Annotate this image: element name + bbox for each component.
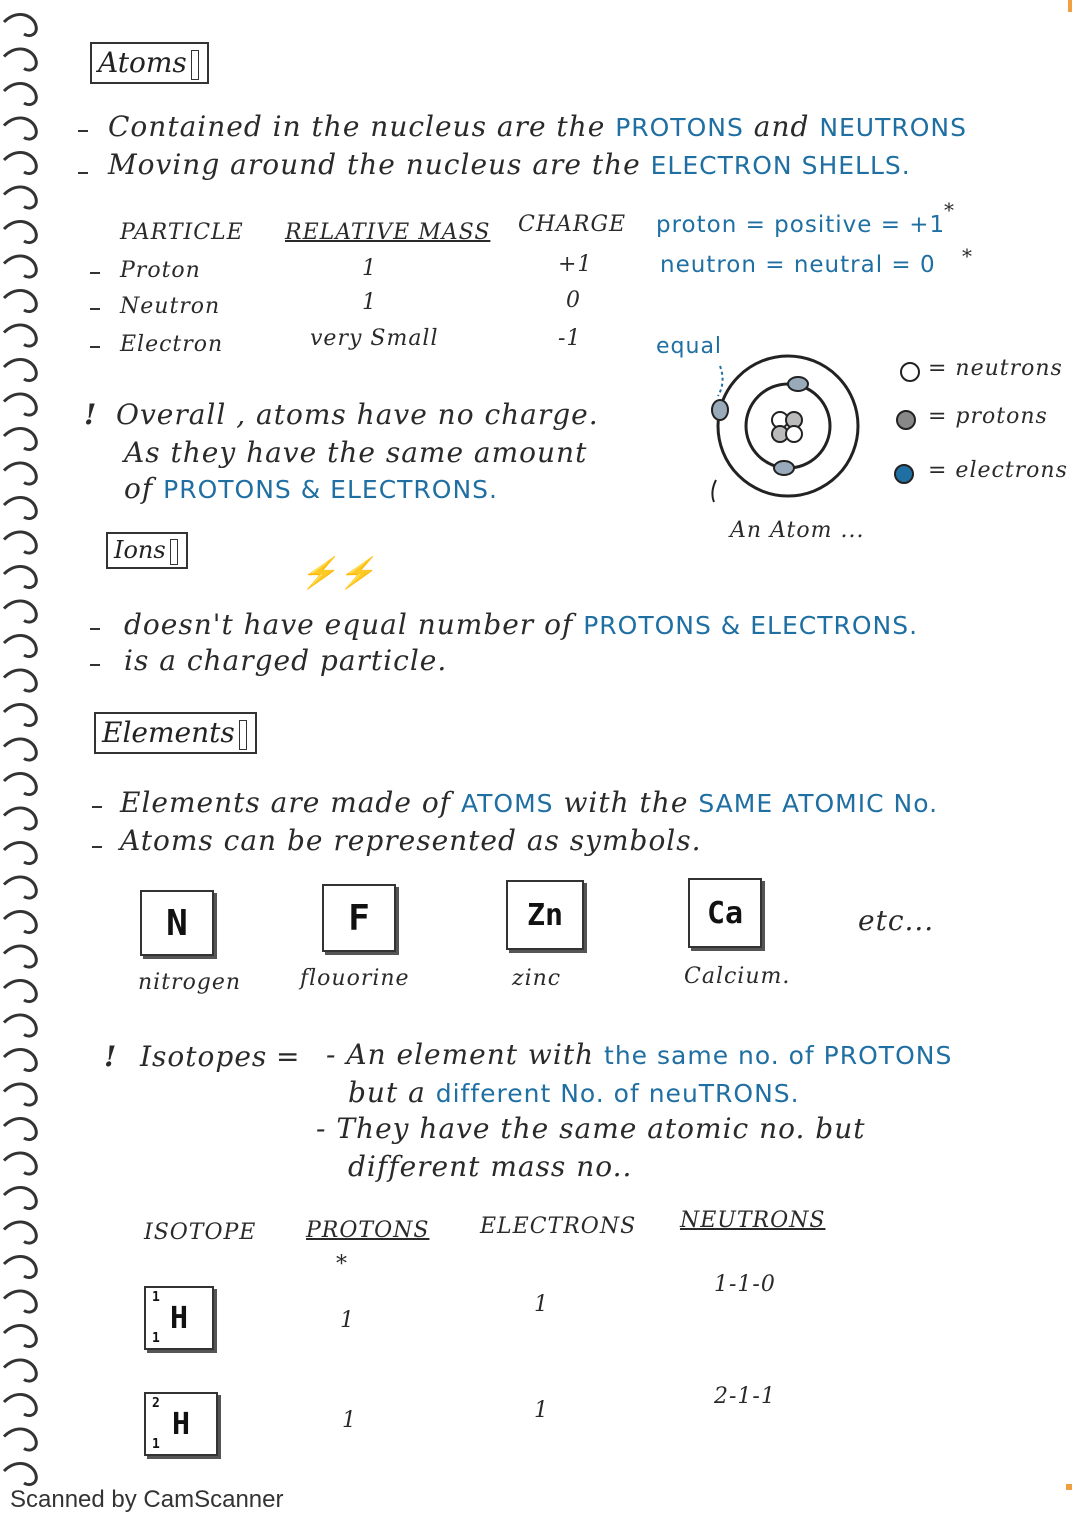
isotope-header-neutrons: NEUTRONS — [680, 1208, 826, 1233]
spiral-ring — [4, 359, 36, 380]
spiral-ring — [4, 463, 36, 484]
spiral-ring — [4, 1394, 36, 1415]
isotopes-def-3: - They have the same atomic no. but — [316, 1112, 866, 1145]
mass-number: 2 — [152, 1396, 160, 1411]
electron-dot — [774, 461, 794, 475]
spiral-ring — [4, 704, 36, 725]
isotope-row2-neutrons: 2-1-1 — [714, 1384, 776, 1409]
spiral-ring — [4, 152, 36, 173]
spiral-ring — [4, 773, 36, 794]
exclamation-icon: ! — [84, 398, 98, 431]
ions-line-2: is a charged particle. — [124, 644, 448, 677]
section-title-elements — [94, 712, 257, 754]
pointer-arrow — [712, 480, 716, 502]
isotope-row1-neutrons: 1-1-0 — [714, 1272, 776, 1297]
isotope-row2-protons: 1 — [342, 1408, 357, 1433]
spiral-ring — [4, 1084, 36, 1105]
section-title-atoms — [90, 42, 209, 84]
spiral-ring — [4, 187, 36, 208]
isotope-header-electrons: ELECTRONS — [480, 1214, 637, 1239]
pointer-arrow — [718, 366, 723, 396]
symbol-name-nitrogen: nitrogen — [138, 970, 242, 995]
corner-mark — [1068, 0, 1072, 12]
spiral-ring — [4, 1463, 36, 1484]
neutrons-highlight: NEUTRONS — [819, 113, 967, 142]
spiral-ring — [4, 739, 36, 760]
spiral-binding — [0, 0, 50, 1490]
spiral-ring — [4, 911, 36, 932]
bullet-dash — [90, 628, 100, 630]
spiral-ring — [4, 1222, 36, 1243]
corner-mark — [1066, 1484, 1072, 1490]
spiral-ring — [4, 1429, 36, 1450]
isotope-box-hydrogen-1 — [144, 1286, 214, 1350]
spiral-ring — [4, 946, 36, 967]
isotope-row1-protons: 1 — [340, 1308, 355, 1333]
spiral-ring — [4, 670, 36, 691]
isotope-header-isotope: ISOTOPE — [144, 1220, 257, 1245]
atoms-line-1: Contained in the nucleus are the PROTONS and NEUTRONS — [108, 110, 967, 143]
bullet-dash — [78, 130, 88, 132]
isotope-row2-electrons: 1 — [534, 1398, 549, 1423]
particle-row-proton-charge: +1 — [558, 252, 593, 277]
particle-row-electron-mass: very Small — [310, 326, 439, 351]
symbol-name-fluorine: flouorine — [300, 966, 410, 991]
etc-text: etc... — [858, 904, 935, 937]
spiral-ring — [4, 497, 36, 518]
particle-row-electron-charge: -1 — [558, 326, 582, 351]
bullet-dash — [92, 846, 102, 848]
symbol-name-zinc: zinc — [512, 966, 562, 991]
exclamation-icon: ! — [104, 1040, 118, 1073]
element-symbol: H — [171, 1406, 191, 1442]
particle-row-neutron-charge: 0 — [566, 288, 581, 313]
footer-watermark: Scanned by CamScanner — [10, 1486, 284, 1513]
table-header-particle: PARTICLE — [120, 220, 244, 245]
elements-line-2: Atoms can be represented as symbols. — [120, 824, 702, 857]
spiral-ring — [4, 877, 36, 898]
title-marker-icon — [239, 720, 247, 750]
electron-dot — [788, 377, 808, 391]
nucleus — [772, 412, 802, 442]
spiral-ring — [4, 14, 36, 35]
spiral-ring — [4, 532, 36, 553]
spiral-ring — [4, 1291, 36, 1312]
symbol-box-calcium: Ca — [688, 878, 762, 948]
atoms-line-2: Moving around the nucleus are the ELECTRON SHELLS. — [108, 148, 911, 181]
legend-protons: = protons — [928, 404, 1048, 429]
asterisk-icon: * — [336, 1252, 348, 1277]
isotopes-def-4: different mass no.. — [348, 1150, 633, 1183]
bullet-dash — [90, 664, 100, 666]
spiral-ring — [4, 256, 36, 277]
atomic-number: 1 — [152, 1437, 160, 1452]
isotopes-equals: = — [276, 1040, 301, 1073]
particle-row-electron-name: Electron — [120, 332, 224, 357]
symbol-box-fluorine: F — [322, 884, 396, 952]
spiral-ring — [4, 83, 36, 104]
atoms-title-text: Atoms — [98, 46, 187, 79]
lightning-icon: ⚡⚡ — [300, 556, 377, 591]
electron-dot — [712, 400, 728, 420]
atom-diagram — [680, 352, 880, 512]
isotopes-def-1: - An element with the same no. of PROTONS — [326, 1038, 953, 1071]
asterisk-icon: * — [944, 198, 955, 222]
legend-neutrons: = neutrons — [928, 356, 1063, 381]
particle-row-neutron-name: Neutron — [120, 294, 221, 319]
spiral-ring — [4, 566, 36, 587]
symbol-name-calcium: Calcium. — [684, 964, 791, 989]
isotope-header-protons: PROTONS — [306, 1218, 430, 1243]
bullet-dash — [90, 272, 100, 274]
equal-label: equal — [656, 334, 723, 359]
title-marker-icon — [191, 50, 199, 80]
spiral-ring — [4, 1256, 36, 1277]
note-line-2: As they have the same amount — [124, 436, 588, 469]
isotope-box-hydrogen-2 — [144, 1392, 218, 1456]
spiral-ring — [4, 290, 36, 311]
isotope-row1-electrons: 1 — [534, 1292, 549, 1317]
isotopes-label: Isotopes — [140, 1040, 268, 1073]
spiral-ring — [4, 49, 36, 70]
spiral-ring — [4, 1187, 36, 1208]
particle-row-neutron-mass: 1 — [362, 290, 377, 315]
spiral-ring — [4, 1049, 36, 1070]
atomic-number: 1 — [152, 1331, 160, 1346]
spiral-ring — [4, 325, 36, 346]
spiral-ring — [4, 428, 36, 449]
spiral-ring — [4, 1360, 36, 1381]
bullet-dash — [92, 806, 102, 808]
spiral-ring — [4, 118, 36, 139]
spiral-ring — [4, 221, 36, 242]
spiral-ring — [4, 842, 36, 863]
proton-legend-icon — [894, 408, 918, 432]
asterisk-icon: * — [962, 244, 973, 268]
symbol-box-zinc: Zn — [506, 880, 584, 950]
table-header-charge: CHARGE — [518, 212, 627, 237]
symbol-box-nitrogen: N — [140, 890, 214, 956]
note-line-3: of PROTONS & ELECTRONS. — [124, 472, 498, 505]
spiral-ring — [4, 394, 36, 415]
electron-shells-highlight: ELECTRON SHELLS. — [650, 151, 911, 180]
particle-row-proton-mass: 1 — [362, 256, 377, 281]
spiral-ring — [4, 808, 36, 829]
isotopes-def-2: but a different No. of neuTRONS. — [348, 1076, 800, 1109]
spiral-ring — [4, 1325, 36, 1346]
diagram-caption: An Atom ... — [730, 518, 865, 543]
elements-title-text: Elements — [102, 716, 235, 749]
note-line-1: Overall , atoms have no charge. — [116, 398, 599, 431]
bullet-dash — [90, 346, 100, 348]
spiral-ring — [4, 980, 36, 1001]
spiral-ring — [4, 601, 36, 622]
elements-line-1: Elements are made of ATOMS with the SAME ATOMIC No. — [120, 786, 939, 819]
bullet-dash — [90, 308, 100, 310]
particle-row-proton-name: Proton — [120, 258, 201, 283]
title-marker-icon — [170, 539, 178, 565]
spiral-ring — [4, 1015, 36, 1036]
bullet-dash — [78, 172, 88, 174]
side-note-proton: proton = positive = +1 — [656, 212, 946, 238]
protons-highlight: PROTONS — [615, 113, 744, 142]
side-note-neutron: neutron = neutral = 0 — [660, 252, 936, 278]
ions-title-text: Ions — [114, 536, 166, 564]
legend-electrons: = electrons — [928, 458, 1068, 483]
section-title-ions — [106, 532, 188, 569]
ions-line-1: doesn't have equal number of PROTONS & ELECTRONS. — [124, 608, 919, 641]
mass-number: 1 — [152, 1290, 160, 1305]
spiral-ring — [4, 1153, 36, 1174]
element-symbol: H — [169, 1300, 189, 1336]
electron-legend-icon — [892, 462, 916, 486]
neutron-legend-icon — [898, 360, 922, 384]
spiral-ring — [4, 635, 36, 656]
table-header-relative-mass: RELATIVE MASS — [285, 220, 491, 245]
spiral-ring — [4, 1118, 36, 1139]
